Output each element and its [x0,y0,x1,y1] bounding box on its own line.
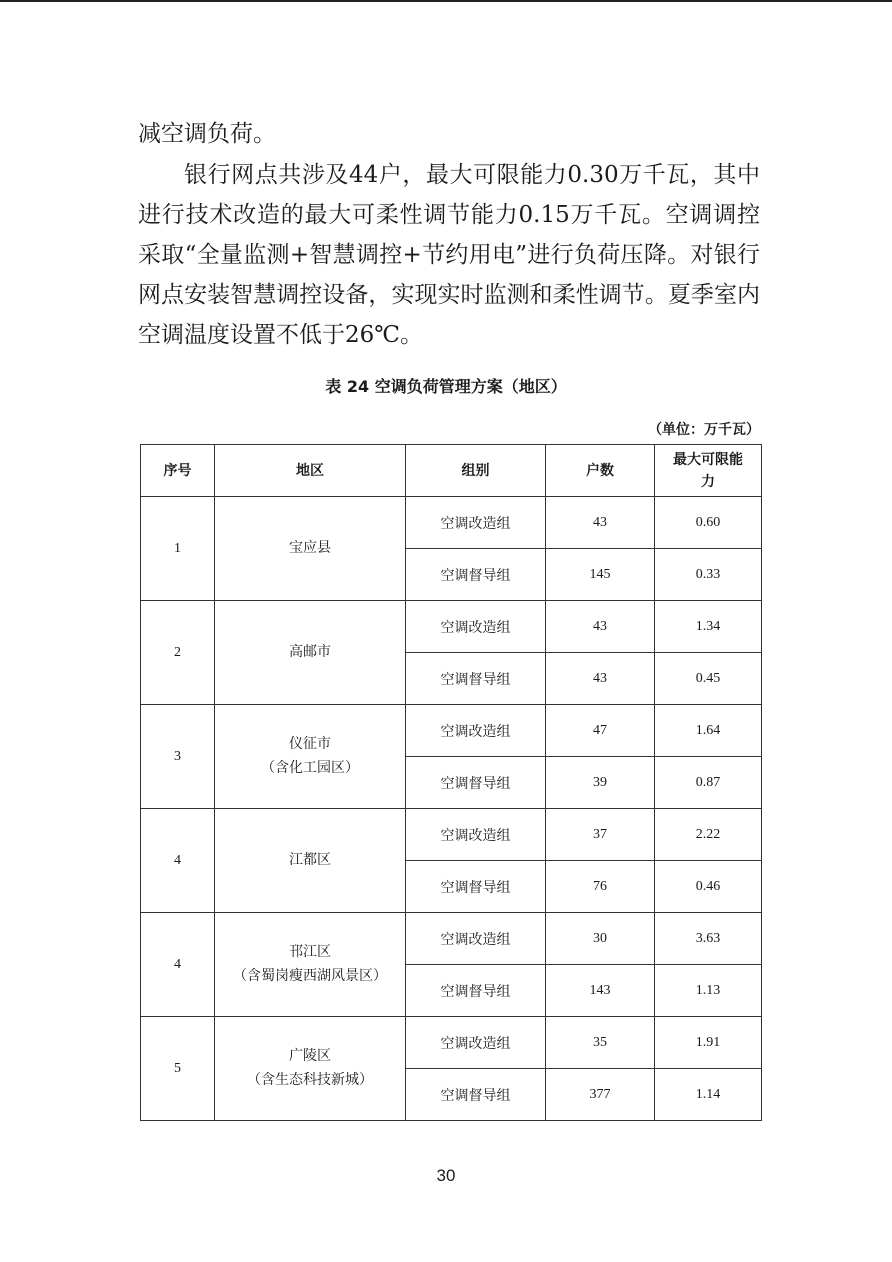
region-line: 宝应县 [289,540,331,556]
group-cell: 空调改造组 [406,809,546,861]
group-cell: 空调改造组 [406,497,546,549]
table-unit-label: （单位：万千瓦） [648,422,760,438]
table-row [141,1017,762,1069]
region-cell [215,913,406,1017]
region-line: 仪征市 [289,736,331,752]
households-cell: 143 [546,965,655,1017]
capacity-cell: 3.63 [655,913,762,965]
capacity-cell: 1.34 [655,601,762,653]
capacity-cell: 1.64 [655,705,762,757]
row-index-cell: 5 [141,1017,215,1121]
capacity-cell: 0.87 [655,757,762,809]
row-index-cell: 3 [141,705,215,809]
header-households: 户数 [546,445,655,497]
ac-load-management-table [140,444,762,1121]
header-index: 序号 [141,445,215,497]
capacity-cell: 0.33 [655,549,762,601]
households-cell: 47 [546,705,655,757]
households-cell: 377 [546,1069,655,1121]
households-cell: 43 [546,601,655,653]
region-line: （含蜀岗瘦西湖风景区） [233,968,387,984]
households-cell: 35 [546,1017,655,1069]
households-cell: 43 [546,497,655,549]
region-cell [215,1017,406,1121]
households-cell: 43 [546,653,655,705]
group-cell: 空调督导组 [406,861,546,913]
header-group: 组别 [406,445,546,497]
households-cell: 39 [546,757,655,809]
region-cell [215,601,406,705]
group-cell: 空调改造组 [406,913,546,965]
region-line: 广陵区 [289,1048,331,1064]
region-cell [215,705,406,809]
paragraph-bank-outlets: 银行网点共涉及44户，最大可限能力0.30万千瓦，其中进行技术改造的最大可柔性调节能力0.15万千瓦。空调调控采取“全量监测+智慧调控+节约用电”进行负荷压降。对银行网点安装智慧调控设备，实现实时监测和柔性调节。夏季室内空调温度设置不低于26℃。 [138,162,760,348]
table-title: 表 24 空调负荷管理方案（地区） [325,377,567,396]
header-capacity: 最大可限能力 [655,445,762,497]
row-index-cell: 4 [141,913,215,1017]
group-cell: 空调督导组 [406,1069,546,1121]
households-cell: 76 [546,861,655,913]
capacity-cell: 1.14 [655,1069,762,1121]
row-index-cell: 2 [141,601,215,705]
region-line: 高邮市 [289,644,331,660]
region-line: 邗江区 [289,944,331,960]
households-cell: 145 [546,549,655,601]
page-number: 30 [436,1166,456,1185]
header-region: 地区 [215,445,406,497]
households-cell: 30 [546,913,655,965]
top-border-line [0,0,892,2]
table-header-row [141,445,762,497]
row-index-cell: 4 [141,809,215,913]
capacity-cell: 0.60 [655,497,762,549]
region-line: 江都区 [289,852,331,868]
capacity-cell: 0.45 [655,653,762,705]
region-cell [215,497,406,601]
group-cell: 空调督导组 [406,549,546,601]
group-cell: 空调督导组 [406,757,546,809]
region-line: （含生态科技新城） [247,1072,373,1088]
paragraph-continuation: 减空调负荷。 [138,121,276,147]
table-row [141,497,762,549]
table-row [141,809,762,861]
capacity-cell: 2.22 [655,809,762,861]
group-cell: 空调改造组 [406,601,546,653]
group-cell: 空调改造组 [406,1017,546,1069]
table-row [141,601,762,653]
households-cell: 37 [546,809,655,861]
table-row [141,705,762,757]
capacity-cell: 1.91 [655,1017,762,1069]
group-cell: 空调督导组 [406,965,546,1017]
group-cell: 空调改造组 [406,705,546,757]
region-line: （含化工园区） [261,760,359,776]
table-row [141,913,762,965]
capacity-cell: 0.46 [655,861,762,913]
capacity-cell: 1.13 [655,965,762,1017]
group-cell: 空调督导组 [406,653,546,705]
row-index-cell: 1 [141,497,215,601]
region-cell [215,809,406,913]
table-body [141,497,762,1121]
